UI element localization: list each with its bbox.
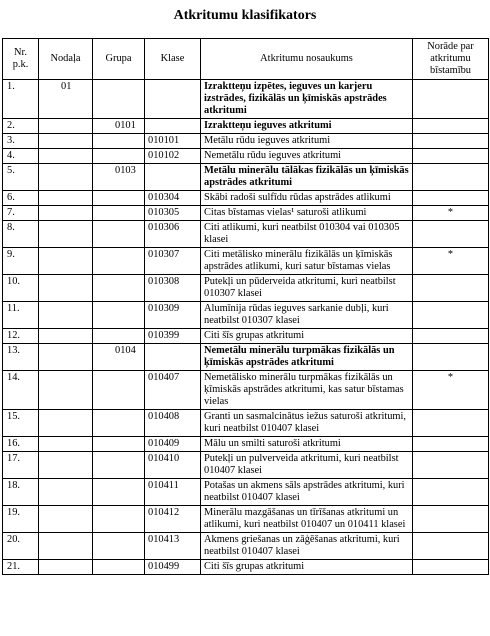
row-klase: 010101 — [145, 134, 201, 149]
row-grupa — [93, 149, 145, 164]
row-nr: 5. — [3, 164, 39, 191]
table-row — [3, 164, 489, 191]
row-nr: 14. — [3, 371, 39, 410]
table-row — [3, 506, 489, 533]
row-hazard-mark: * — [413, 371, 489, 410]
row-klase: 010411 — [145, 479, 201, 506]
row-hazard-mark — [413, 191, 489, 206]
row-nodala — [39, 119, 93, 134]
table-body — [3, 80, 489, 575]
table-row — [3, 410, 489, 437]
table-row — [3, 206, 489, 221]
row-name: Nemetālu minerālu turpmākas fizikālās un ķīmiskās apstrādes atkritumi — [201, 344, 413, 371]
table-row — [3, 149, 489, 164]
row-klase: 010305 — [145, 206, 201, 221]
row-klase: 010499 — [145, 560, 201, 575]
row-nr: 18. — [3, 479, 39, 506]
row-grupa — [93, 134, 145, 149]
row-nr: 20. — [3, 533, 39, 560]
table-row — [3, 134, 489, 149]
row-name: Mālu un smilti saturoši atkritumi — [201, 437, 413, 452]
row-grupa — [93, 221, 145, 248]
row-grupa — [93, 275, 145, 302]
row-name: Citi metālisko minerālu fizikālās un ķīmiskās apstrādes atlikumi, kuri satur bīstamas vielas — [201, 248, 413, 275]
row-hazard-mark — [413, 119, 489, 134]
row-nr: 3. — [3, 134, 39, 149]
table-row — [3, 479, 489, 506]
row-hazard-mark — [413, 134, 489, 149]
row-nodala — [39, 506, 93, 533]
row-klase: 010309 — [145, 302, 201, 329]
row-nodala — [39, 248, 93, 275]
row-klase — [145, 80, 201, 119]
row-hazard-mark — [413, 275, 489, 302]
row-name: Putekļi un pulverveida atkritumi, kuri neatbilst 010407 klasei — [201, 452, 413, 479]
row-grupa — [93, 80, 145, 119]
table-row — [3, 275, 489, 302]
row-nr: 4. — [3, 149, 39, 164]
row-grupa: 0103 — [93, 164, 145, 191]
table-row — [3, 452, 489, 479]
header-nosaukums: Atkritumu nosaukums — [201, 39, 413, 80]
table-row — [3, 560, 489, 575]
header-klase: Klase — [145, 39, 201, 80]
row-klase: 010410 — [145, 452, 201, 479]
row-name: Putekļi un pūderveida atkritumi, kuri neatbilst 010307 klasei — [201, 275, 413, 302]
row-nodala — [39, 275, 93, 302]
row-name: Izraktteņu izpētes, ieguves un karjeru izstrādes, fizikālās un ķīmiskās apstrādes atkritumi — [201, 80, 413, 119]
row-nr: 1. — [3, 80, 39, 119]
row-nodala — [39, 191, 93, 206]
row-nr: 16. — [3, 437, 39, 452]
row-grupa — [93, 452, 145, 479]
row-klase — [145, 119, 201, 134]
row-nodala — [39, 134, 93, 149]
header-nodala: Nodaļa — [39, 39, 93, 80]
table-row — [3, 302, 489, 329]
row-klase: 010102 — [145, 149, 201, 164]
header-grupa: Grupa — [93, 39, 145, 80]
row-grupa — [93, 437, 145, 452]
row-name: Nemetālu rūdu ieguves atkritumi — [201, 149, 413, 164]
row-klase: 010413 — [145, 533, 201, 560]
row-klase: 010399 — [145, 329, 201, 344]
row-grupa — [93, 302, 145, 329]
row-name: Metālu rūdu ieguves atkritumi — [201, 134, 413, 149]
row-nr: 21. — [3, 560, 39, 575]
row-nr: 6. — [3, 191, 39, 206]
row-klase: 010408 — [145, 410, 201, 437]
row-grupa: 0104 — [93, 344, 145, 371]
row-name: Citi atlikumi, kuri neatbilst 010304 vai 010305 klasei — [201, 221, 413, 248]
row-grupa — [93, 329, 145, 344]
row-nr: 13. — [3, 344, 39, 371]
row-name: Nemetālisko minerālu turpmākas fizikālās un ķīmiskās apstrādes atkritumi, kas satur bīstamas vielas — [201, 371, 413, 410]
row-nr: 2. — [3, 119, 39, 134]
row-name: Granti un sasmalcinātus iežus saturoši atkritumi, kuri neatbilst 010407 klasei — [201, 410, 413, 437]
row-hazard-mark — [413, 437, 489, 452]
row-hazard-mark — [413, 221, 489, 248]
row-grupa — [93, 506, 145, 533]
row-nr: 19. — [3, 506, 39, 533]
row-hazard-mark — [413, 452, 489, 479]
row-grupa — [93, 533, 145, 560]
row-grupa — [93, 560, 145, 575]
table-row — [3, 437, 489, 452]
row-hazard-mark — [413, 149, 489, 164]
table-row — [3, 533, 489, 560]
row-name: Skābi radoši sulfīdu rūdas apstrādes atlikumi — [201, 191, 413, 206]
table-row — [3, 191, 489, 206]
row-name: Alumīnija rūdas ieguves sarkanie dubļi, kuri neatbilst 010307 klasei — [201, 302, 413, 329]
table-row — [3, 119, 489, 134]
row-nodala — [39, 371, 93, 410]
row-name: Akmens griešanas un zāģēšanas atkritumi, kuri neatbilst 010407 klasei — [201, 533, 413, 560]
row-hazard-mark — [413, 302, 489, 329]
table-row — [3, 221, 489, 248]
row-grupa — [93, 191, 145, 206]
row-klase: 010409 — [145, 437, 201, 452]
row-hazard-mark — [413, 80, 489, 119]
row-name: Izraktteņu ieguves atkritumi — [201, 119, 413, 134]
row-hazard-mark — [413, 479, 489, 506]
waste-classifier-table — [2, 38, 489, 575]
table-header-row — [3, 39, 489, 80]
row-nodala — [39, 452, 93, 479]
row-hazard-mark: * — [413, 206, 489, 221]
row-nr: 10. — [3, 275, 39, 302]
row-grupa — [93, 206, 145, 221]
row-grupa — [93, 371, 145, 410]
row-name: Citi šīs grupas atkritumi — [201, 560, 413, 575]
row-nodala — [39, 221, 93, 248]
row-nr: 11. — [3, 302, 39, 329]
row-klase — [145, 344, 201, 371]
table-row — [3, 248, 489, 275]
row-grupa — [93, 248, 145, 275]
header-norade: Norāde par atkritumu bīstamību — [413, 39, 489, 80]
row-hazard-mark: * — [413, 248, 489, 275]
row-name: Citas bīstamas vielas¹ saturoši atlikumi — [201, 206, 413, 221]
row-nodala — [39, 302, 93, 329]
header-nr: Nr. p.k. — [3, 39, 39, 80]
row-nodala — [39, 560, 93, 575]
row-nodala — [39, 149, 93, 164]
row-nodala — [39, 206, 93, 221]
row-klase: 010407 — [145, 371, 201, 410]
row-klase: 010304 — [145, 191, 201, 206]
row-nr: 7. — [3, 206, 39, 221]
row-klase — [145, 164, 201, 191]
row-nr: 9. — [3, 248, 39, 275]
row-nr: 17. — [3, 452, 39, 479]
row-nodala: 01 — [39, 80, 93, 119]
row-nodala — [39, 164, 93, 191]
row-nodala — [39, 437, 93, 452]
row-hazard-mark — [413, 410, 489, 437]
table-row — [3, 371, 489, 410]
row-klase: 010308 — [145, 275, 201, 302]
row-name: Minerālu mazgāšanas un tīrīšanas atkritumi un atlikumi, kuri neatbilst 010407 un 010411 klasei — [201, 506, 413, 533]
row-name: Citi šīs grupas atkritumi — [201, 329, 413, 344]
row-hazard-mark — [413, 533, 489, 560]
table-row — [3, 344, 489, 371]
row-nodala — [39, 344, 93, 371]
row-name: Metālu minerālu tālākas fizikālās un ķīmiskās apstrādes atkritumi — [201, 164, 413, 191]
row-nodala — [39, 329, 93, 344]
row-hazard-mark — [413, 329, 489, 344]
row-nr: 12. — [3, 329, 39, 344]
row-grupa — [93, 410, 145, 437]
row-grupa: 0101 — [93, 119, 145, 134]
table-row — [3, 329, 489, 344]
row-hazard-mark — [413, 164, 489, 191]
row-hazard-mark — [413, 344, 489, 371]
row-hazard-mark — [413, 560, 489, 575]
row-nodala — [39, 479, 93, 506]
row-nr: 15. — [3, 410, 39, 437]
row-nodala — [39, 410, 93, 437]
row-name: Potašas un akmens sāls apstrādes atkritumi, kuri neatbilst 010407 klasei — [201, 479, 413, 506]
row-klase: 010412 — [145, 506, 201, 533]
row-hazard-mark — [413, 506, 489, 533]
row-klase: 010307 — [145, 248, 201, 275]
document-title: Atkritumu klasifikators — [173, 8, 317, 23]
row-nr: 8. — [3, 221, 39, 248]
row-klase: 010306 — [145, 221, 201, 248]
row-nodala — [39, 533, 93, 560]
row-grupa — [93, 479, 145, 506]
table-row — [3, 80, 489, 119]
